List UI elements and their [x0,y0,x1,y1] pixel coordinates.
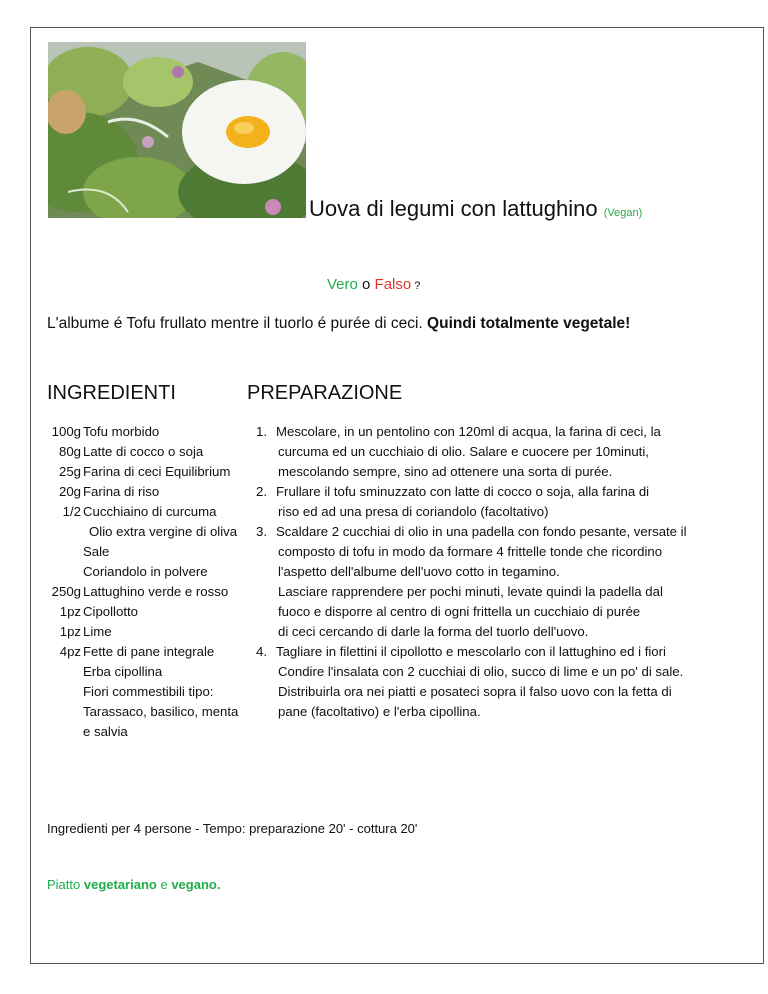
ingredient-name: e salvia [83,724,128,739]
step-line [256,582,736,602]
ingredient-item [47,582,238,602]
ingredient-item [47,522,238,542]
step-text: Condire l'insalata con 2 cucchiai di olio, succo di lime e un po' di sale. [278,664,684,679]
step-number [256,562,276,582]
claim-line [47,315,630,333]
ingredient-item [47,462,238,482]
diet-vegetarian: vegetariano [83,877,157,892]
ingredient-qty [47,522,81,542]
step-line [256,662,736,682]
ingredient-name: Cipollotto [83,604,138,619]
step-text: fuoco e disporre al centro di ogni frittella un cucchiaio di purée [278,604,641,619]
step-line [256,502,736,522]
ingredient-name: Fiori commestibili tipo: [83,684,214,699]
ingredient-item [47,502,238,522]
ingredient-qty: 4pz [59,644,81,659]
step-text: Mescolare, in un pentolino con 120ml di acqua, la farina di ceci, la [276,424,661,439]
ingredient-qty [47,722,81,742]
preparation-steps [256,422,736,722]
step-number [256,602,276,622]
ingredient-item [47,562,238,582]
step-text: composto di tofu in modo da formare 4 frittelle tonde che ricordino [278,544,663,559]
ingredient-name: Farina di riso [83,484,160,499]
step-text: Lasciare rapprendere per pochi minuti, levate quindi la padella dal [278,584,663,599]
ingredient-qty [47,542,81,562]
step-text: Tagliare in filettini il cipollotto e mescolarlo con il lattughino ed i fiori [276,644,666,659]
question-mark: ? [411,280,421,292]
step-number [256,502,276,522]
step-number [256,462,276,482]
ingredient-name: Sale [83,544,110,559]
step-line [256,682,736,702]
step-line [256,522,736,542]
ingredient-qty: 80g [58,444,81,459]
ingredient-name: Farina di ceci Equilibrium [83,464,231,479]
ingredient-item [47,482,238,502]
title-text: Uova di legumi con lattughino [309,196,598,221]
step-line [256,642,736,662]
ingredient-item [47,682,238,702]
ingredient-qty: 1pz [59,624,81,639]
step-text: Scaldare 2 cucchiai di olio in una padella con fondo pesante, versate il [276,524,687,539]
ingredient-name: Tarassaco, basilico, menta [83,704,239,719]
ingredient-item [47,702,238,722]
ingredient-qty [47,682,81,702]
ingredient-item [47,542,238,562]
ingredient-name: Fette di pane integrale [83,644,215,659]
vero-falso-line [327,276,420,293]
step-text: pane (facoltativo) e l'erba cipollina. [278,704,481,719]
ingredient-name: Olio extra vergine di oliva [89,524,238,539]
ingredient-item [47,422,238,442]
ingredient-qty: 20g [58,484,81,499]
step-number [256,582,276,602]
recipe-photo [48,42,306,218]
claim-bold-text: Quindi totalmente vegetale! [427,315,631,332]
ingredients-heading: INGREDIENTI [47,382,176,404]
step-line [256,482,736,502]
ingredient-qty: 250g [51,584,81,599]
step-number [256,702,276,722]
vero-word: Vero [327,276,358,293]
ingredient-qty: 100g [51,424,81,439]
ingredient-qty: 1/2 [62,504,81,519]
step-number [256,542,276,562]
recipe-title [309,196,642,222]
step-text: curcuma ed un cucchiaio di olio. Salare e cuocere per 10minuti, [278,444,649,459]
step-number: 2. [256,484,267,499]
step-line [256,422,736,442]
ingredient-qty [47,702,81,722]
step-line [256,542,736,562]
step-text: mescolando sempre, sino ad ottenere una sorta di purée. [278,464,613,479]
ingredient-name: Latte di cocco o soja [83,444,204,459]
ingredient-name: Cucchiaino di curcuma [83,504,217,519]
diet-info [47,877,220,892]
preparation-heading: PREPARAZIONE [247,382,403,404]
step-number: 4. [256,644,267,659]
step-number [256,662,276,682]
step-text: l'aspetto dell'albume dell'uovo cotto in tegamino. [278,564,560,579]
o-word: o [357,276,375,293]
step-text: Distribuirla ora nei piatti e posateci sopra il falso uovo con la fetta di [278,684,672,699]
diet-and: e [156,877,172,892]
falso-word: Falso [374,276,412,293]
diet-vegan: vegano. [171,877,221,892]
ingredient-name: Coriandolo in polvere [83,564,208,579]
ingredient-item [47,722,238,742]
ingredient-item [47,642,238,662]
ingredient-qty [47,662,81,682]
title-vegan-tag: (Vegan) [603,207,643,219]
ingredient-qty: 25g [58,464,81,479]
ingredient-qty: 1pz [59,604,81,619]
ingredients-list [47,422,238,742]
ingredient-item [47,622,238,642]
ingredient-item [47,442,238,462]
step-number [256,682,276,702]
step-number: 1. [256,424,267,439]
ingredient-name: Tofu morbido [83,424,160,439]
step-line [256,622,736,642]
ingredient-item [47,662,238,682]
ingredient-name: Lime [83,624,112,639]
step-text: di ceci cercando di darle la forma del tuorlo dell'uovo. [278,624,589,639]
step-line [256,602,736,622]
servings-time-info: Ingredienti per 4 persone - Tempo: preparazione 20' - cottura 20' [47,821,418,836]
ingredient-item [47,602,238,622]
step-number [256,622,276,642]
diet-prefix: Piatto [47,877,84,892]
salad-egg-photo [48,42,306,218]
step-line [256,702,736,722]
step-text: riso ed ad una presa di coriandolo (facoltativo) [278,504,549,519]
step-number: 3. [256,524,267,539]
step-line [256,462,736,482]
step-line [256,562,736,582]
ingredient-name: Erba cipollina [83,664,163,679]
ingredient-name: Lattughino verde e rosso [83,584,229,599]
ingredient-qty [47,562,81,582]
claim-text: L'albume é Tofu frullato mentre il tuorlo é purée di ceci. [47,315,428,332]
step-line [256,442,736,462]
step-text: Frullare il tofu sminuzzato con latte di cocco o soja, alla farina di [276,484,650,499]
step-number [256,442,276,462]
